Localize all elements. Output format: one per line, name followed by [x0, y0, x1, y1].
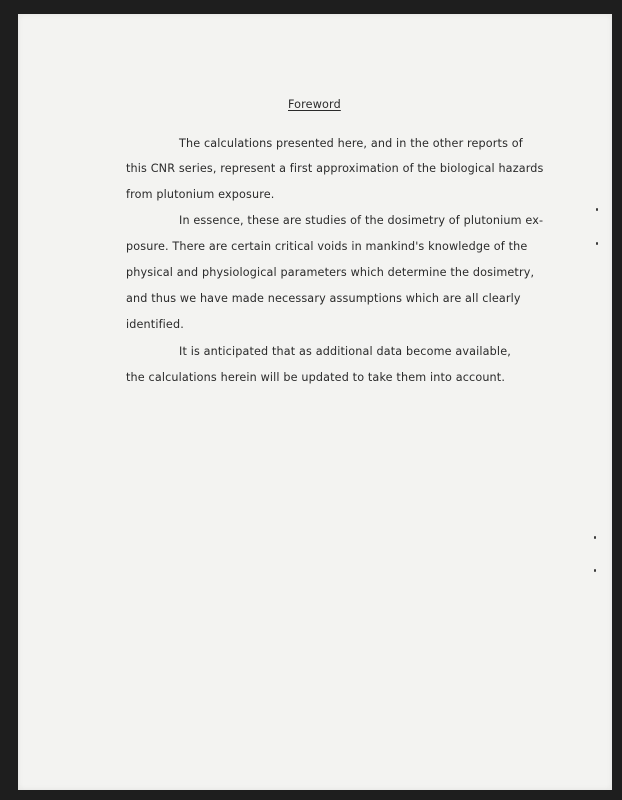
body-line-8: identified.: [126, 318, 184, 331]
body-line-9: It is anticipated that as additional data become available,: [179, 345, 511, 358]
body-line-1: The calculations presented here, and in the other reports of: [179, 137, 523, 150]
body-line-7: and thus we have made necessary assumptions which are all clearly: [126, 292, 521, 305]
body-line-5: posure. There are certain critical voids in mankind's knowledge of the: [126, 240, 528, 253]
body-line-10: the calculations herein will be updated to take them into account.: [126, 371, 506, 384]
body-line-3: from plutonium exposure.: [126, 188, 275, 201]
page-title: Foreword: [288, 98, 341, 111]
margin-mark: [596, 242, 598, 245]
body-line-6: physical and physiological parameters which determine the dosimetry,: [126, 266, 535, 279]
document-page: [18, 14, 612, 790]
body-line-2: this CNR series, represent a first approximation of the biological hazards: [126, 162, 544, 175]
margin-mark: [594, 569, 596, 572]
margin-mark: [594, 536, 596, 539]
margin-mark: [596, 208, 598, 211]
body-line-4: In essence, these are studies of the dosimetry of plutonium ex-: [179, 214, 544, 227]
